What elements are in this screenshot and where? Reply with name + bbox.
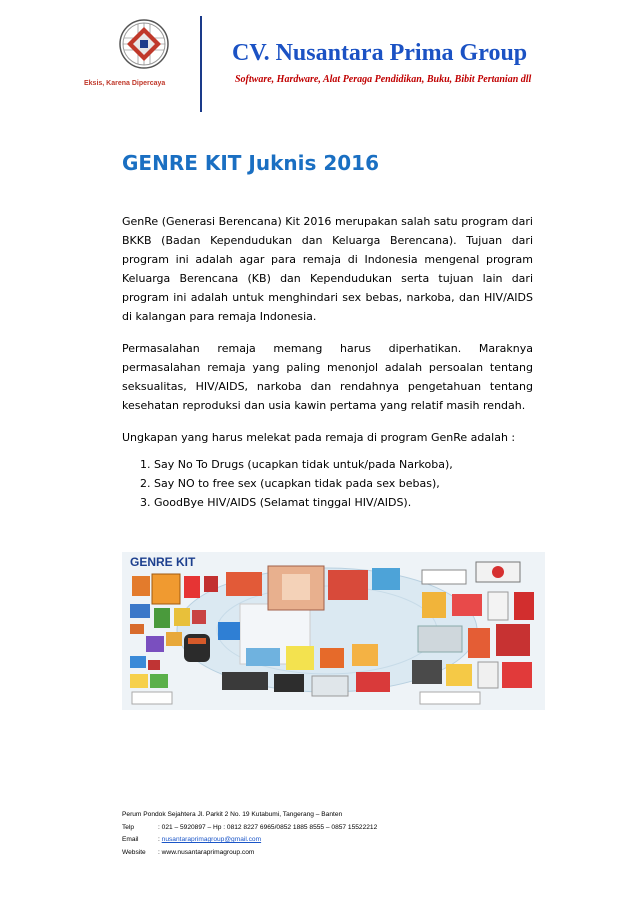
footer-telp (122, 822, 377, 835)
footer-website (122, 847, 377, 860)
paragraph-intro: GenRe (Generasi Berencana) Kit 2016 merupakan salah satu program dari BKKB (Badan Kependudukan dan Keluarga Berencana). Tujuan dari program ini adalah agar para remaja di Indonesia mengenal program Keluarga Berencana (KB) dan Kependudukan serta tujuan lain dari program ini adalah untuk menghindari sex bebas, narkoba, dan HIV/AIDS di kalangan para remaja Indonesia. (122, 215, 533, 323)
company-tagline: Software, Hardware, Alat Peraga Pendidikan, Buku, Bibit Pertanian dll (235, 74, 532, 85)
document-body (122, 212, 533, 512)
slogan-list (122, 455, 533, 512)
footer-website-label: Website (122, 848, 146, 856)
footer-email (122, 834, 377, 847)
header-divider (200, 16, 202, 112)
logo-tagline: Eksis, Karena Dipercaya (84, 80, 166, 87)
genre-kit-product-image (122, 552, 545, 710)
paragraph-slogans-intro: Ungkapan yang harus melekat pada remaja di program GenRe adalah : (122, 431, 516, 444)
paragraph-problems: Permasalahan remaja memang harus diperhatikan. Maraknya permasalahan remaja yang paling menonjol adalah persoalan tentang seksualitas, HIV/AIDS, narkoba dan rendahnya pengetahuan tentang kesehatan reproduksi dan usia kawin pertama yang relatif masih rendah. (122, 342, 533, 412)
footer-website-value: : www.nusantaraprimagroup.com (158, 848, 255, 856)
footer-address: Perum Pondok Sejahtera Jl. Parkit 2 No. 19 Kutabumi, Tangerang – Banten (122, 811, 343, 818)
list-item: 1. Say No To Drugs (ucapkan tidak untuk/pada Narkoba), (154, 455, 533, 474)
footer-email-sep: : (158, 836, 162, 843)
image-header-text: GENRE KIT (130, 555, 196, 569)
list-item: 3. GoodBye HIV/AIDS (Selamat tinggal HIV/AIDS). (154, 493, 533, 512)
page-title: GENRE KIT Juknis 2016 (122, 151, 379, 175)
company-name: CV. Nusantara Prima Group (232, 40, 528, 66)
footer-email-link[interactable]: nusantaraprimagroup@gmail.com (161, 836, 262, 843)
footer-telp-value: : 021 – 5920897 – Hp : 0812 8227 6965/0852 1885 8555 – 0857 15522212 (158, 823, 378, 831)
footer-email-label: Email (122, 836, 139, 843)
company-logo (118, 18, 170, 70)
footer-telp-label: Telp (122, 823, 135, 831)
list-item: 2. Say NO to free sex (ucapkan tidak pada sex bebas), (154, 474, 533, 493)
page-footer (122, 809, 377, 859)
